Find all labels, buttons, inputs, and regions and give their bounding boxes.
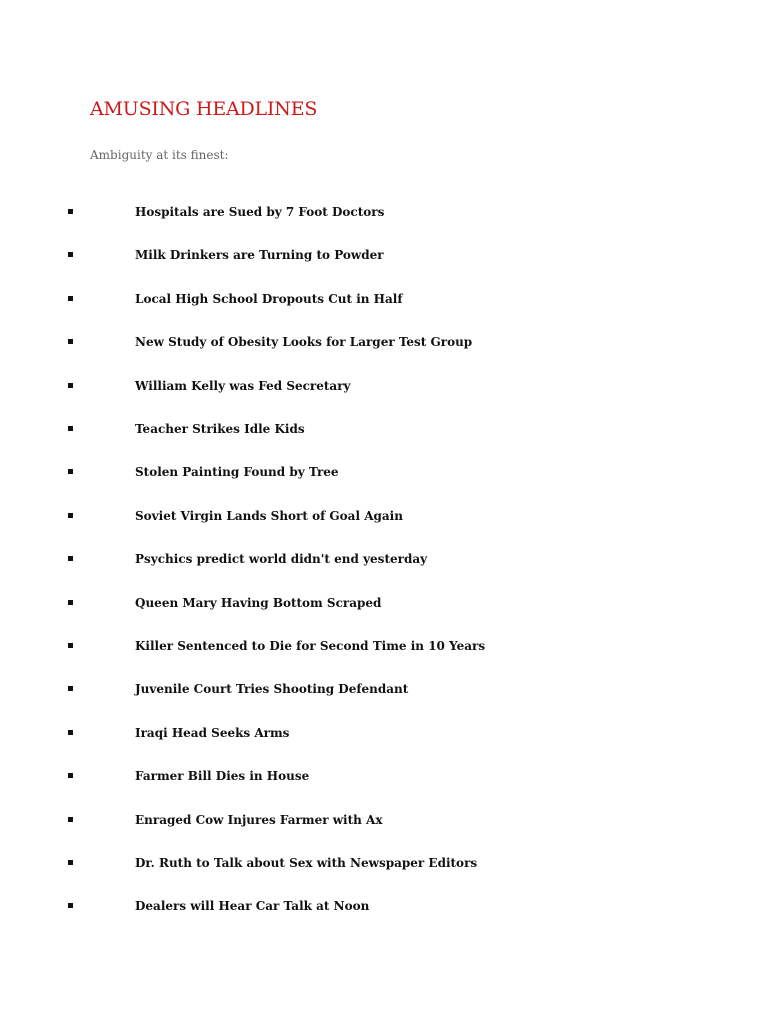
headline-text: Milk Drinkers are Turning to Powder [135,248,384,262]
square-bullet-icon [68,730,73,735]
headline-text: Queen Mary Having Bottom Scraped [135,596,382,610]
square-bullet-icon [68,209,73,214]
headline-text: Dr. Ruth to Talk about Sex with Newspaper Editors [135,856,478,870]
square-bullet-icon [68,643,73,648]
headline-text: Hospitals are Sued by 7 Foot Doctors [135,205,385,219]
square-bullet-icon [68,513,73,518]
list-item [0,636,768,656]
square-bullet-icon [68,556,73,561]
list-item [0,549,768,569]
headline-text: Iraqi Head Seeks Arms [135,726,290,740]
headline-text: New Study of Obesity Looks for Larger Test Group [135,335,473,349]
list-item [0,593,768,613]
list-item [0,245,768,265]
square-bullet-icon [68,860,73,865]
list-item [0,766,768,786]
square-bullet-icon [68,383,73,388]
page-subtitle: Ambiguity at its finest: [90,148,229,162]
headline-text: Dealers will Hear Car Talk at Noon [135,899,370,913]
square-bullet-icon [68,426,73,431]
list-item [0,462,768,482]
square-bullet-icon [68,903,73,908]
square-bullet-icon [68,686,73,691]
list-item [0,289,768,309]
headline-text: Soviet Virgin Lands Short of Goal Again [135,509,403,523]
list-item [0,419,768,439]
headline-text: Stolen Painting Found by Tree [135,465,339,479]
page-title: AMUSING HEADLINES [90,98,318,120]
list-item [0,723,768,743]
list-item [0,679,768,699]
headline-text: Juvenile Court Tries Shooting Defendant [135,682,409,696]
list-item [0,853,768,873]
square-bullet-icon [68,469,73,474]
list-item [0,332,768,352]
square-bullet-icon [68,296,73,301]
headline-text: Psychics predict world didn't end yesterday [135,552,428,566]
list-item [0,202,768,222]
list-item [0,810,768,830]
list-item [0,896,768,916]
list-item [0,506,768,526]
square-bullet-icon [68,252,73,257]
square-bullet-icon [68,817,73,822]
headline-text: Enraged Cow Injures Farmer with Ax [135,813,383,827]
headline-text: Teacher Strikes Idle Kids [135,422,305,436]
square-bullet-icon [68,600,73,605]
list-item [0,376,768,396]
headline-text: Farmer Bill Dies in House [135,769,310,783]
square-bullet-icon [68,773,73,778]
headline-text: Killer Sentenced to Die for Second Time in 10 Years [135,639,486,653]
square-bullet-icon [68,339,73,344]
headline-text: William Kelly was Fed Secretary [135,379,351,393]
headline-text: Local High School Dropouts Cut in Half [135,292,403,306]
